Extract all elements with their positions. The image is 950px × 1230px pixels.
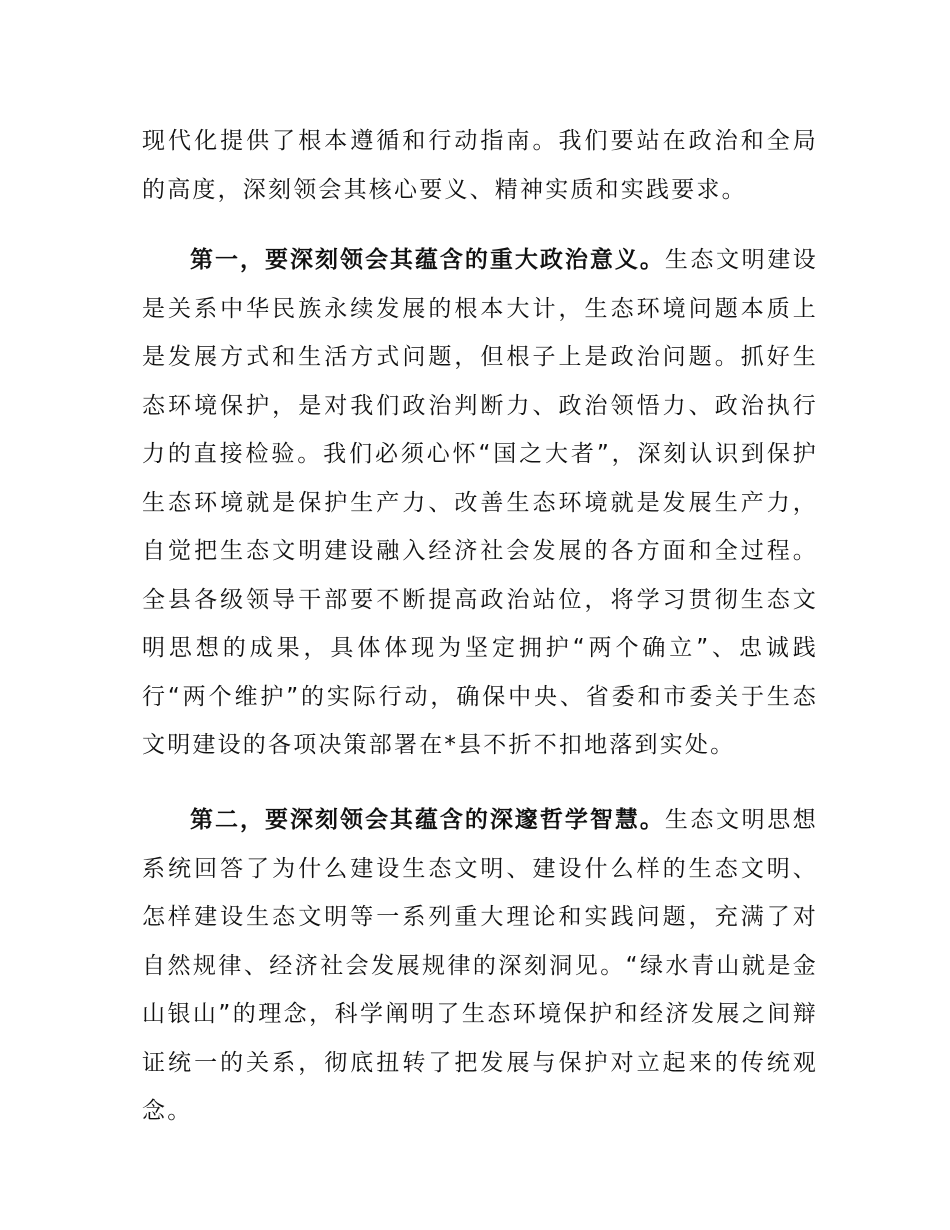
- paragraph-continuation: [142, 117, 818, 214]
- paragraph-body: 生态文明思想系统回答了为什么建设生态文明、建设什么样的生态文明、怎样建设生态文明等一系列重大理论和实践问题，充满了对自然规律、经济社会发展规律的深刻洞见。“绿水青山就是金山银山”的理念，科学阐明了生态环境保护和经济发展之间辩证统一的关系，彻底扭转了把发展与保护对立起来的传统观念。: [142, 807, 819, 1124]
- paragraph-first-point: [142, 236, 818, 770]
- paragraph-second-point: [142, 796, 818, 1136]
- paragraph-heading: 第一，要深刻领会其蕴含的重大政治意义。: [190, 247, 665, 273]
- paragraph-body: 生态文明建设是关系中华民族永续发展的根本大计，生态环境问题本质上是发展方式和生活方式问题，但根子上是政治问题。抓好生态环境保护，是对我们政治判断力、政治领悟力、政治执行力的直接检验。我们必须心怀“国之大者”，深刻认识到保护生态环境就是保护生产力、改善生态环境就是发展生产力，自觉把生态文明建设融入经济社会发展的各方面和全过程。全县各级领导干部要不断提高政治站位，将学习贯彻生态文明思想的成果，具体体现为坚定拥护“两个确立”、忠诚践行“两个维护”的实际行动，确保中央、省委和市委关于生态文明建设的各项决策部署在*县不折不扣地落到实处。: [142, 247, 819, 758]
- paragraph-body: 现代化提供了根本遵循和行动指南。我们要站在政治和全局的高度，深刻领会其核心要义、精神实质和实践要求。: [142, 128, 818, 203]
- paragraph-heading: 第二，要深刻领会其蕴含的深邃哲学智慧。: [190, 807, 665, 833]
